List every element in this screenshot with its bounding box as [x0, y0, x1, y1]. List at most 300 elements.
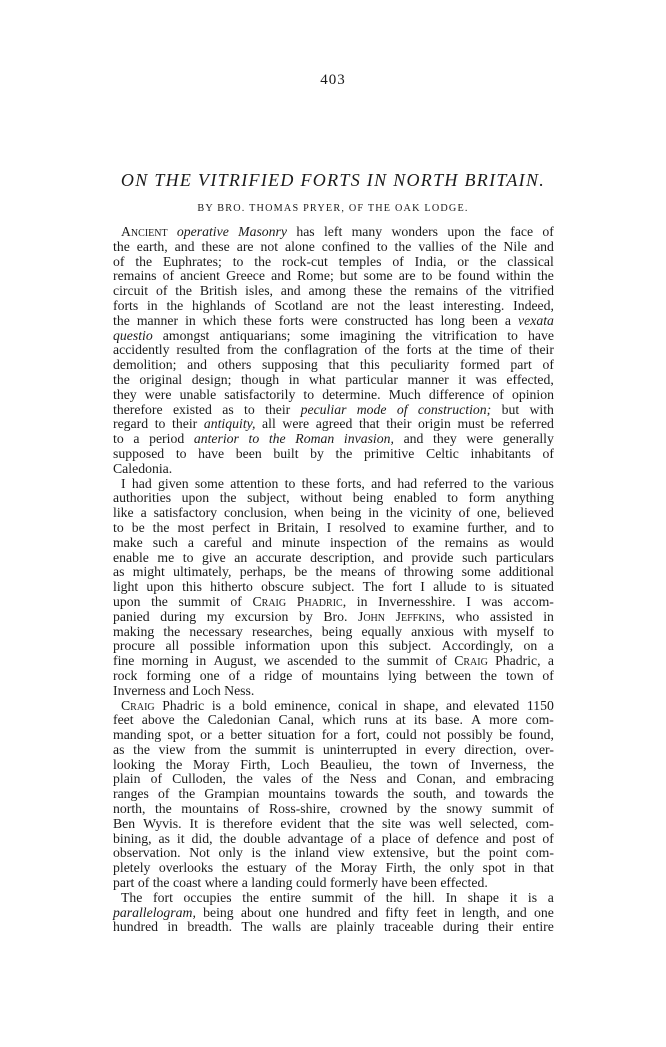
word: the — [357, 815, 375, 831]
word: landing — [251, 875, 293, 891]
word: or — [457, 253, 469, 269]
text-line — [113, 654, 554, 669]
word: that — [328, 815, 350, 831]
word: the — [113, 312, 130, 328]
word: the — [382, 342, 400, 358]
word: or — [200, 727, 212, 743]
word: without — [300, 490, 343, 506]
word: left — [323, 224, 343, 239]
word: embracing — [495, 771, 554, 787]
word: The — [362, 579, 385, 595]
word: of — [435, 653, 447, 669]
text-line — [113, 447, 554, 462]
word: face — [510, 224, 534, 239]
word: not — [260, 238, 279, 254]
word: place — [381, 830, 411, 846]
word: forts, — [336, 475, 365, 491]
word: resulted — [176, 342, 220, 358]
word: Ness. — [224, 682, 255, 698]
word: Canal, — [278, 712, 315, 728]
word: some — [300, 327, 330, 343]
word: only — [218, 845, 243, 861]
word: accurate — [255, 549, 302, 565]
word: one — [278, 904, 299, 920]
word: is — [251, 845, 261, 861]
word: to — [154, 416, 166, 432]
word: of — [230, 593, 242, 609]
word: inspection — [329, 534, 387, 550]
word: supposing — [262, 357, 318, 373]
word: summit — [386, 653, 429, 669]
word: the — [484, 224, 501, 239]
word: upon — [320, 638, 349, 654]
text-line — [113, 343, 554, 358]
word: and — [169, 682, 189, 698]
word: to — [284, 475, 296, 491]
word: were — [310, 312, 338, 328]
word: fifty — [385, 904, 409, 920]
word: between — [425, 667, 472, 683]
word: and — [371, 475, 392, 491]
word: found — [457, 268, 490, 284]
word: information — [245, 638, 311, 654]
word: procure — [113, 638, 155, 654]
word: highlands — [192, 297, 246, 313]
word: one — [534, 904, 554, 920]
word: formerly — [329, 875, 379, 891]
word: of — [392, 253, 404, 269]
word: evident — [280, 815, 321, 831]
word: of — [383, 564, 396, 580]
word: a — [368, 830, 375, 846]
word: the — [236, 771, 253, 787]
word: the — [417, 534, 435, 550]
word: the — [420, 801, 437, 817]
text-line — [113, 787, 554, 802]
word: Moray — [340, 860, 378, 876]
word: com- — [525, 815, 554, 831]
word: of — [162, 268, 175, 284]
word: com- — [525, 712, 554, 728]
word: effected, — [506, 371, 554, 387]
word: The — [241, 919, 263, 935]
word: Euphrates; — [163, 253, 222, 269]
word: what — [308, 371, 336, 387]
word: and — [446, 697, 466, 713]
word: examine — [412, 519, 460, 535]
word: these — [353, 283, 382, 299]
word: who — [455, 608, 480, 624]
word: the — [389, 283, 407, 299]
word: conclusion, — [223, 505, 287, 521]
word: the — [113, 371, 130, 387]
word: equally — [361, 623, 402, 639]
word: invasion, — [343, 431, 394, 447]
word: has — [415, 312, 434, 328]
text-line — [113, 491, 554, 506]
text-line — [113, 373, 554, 388]
word: hundred — [113, 919, 159, 935]
word: Jeffkins, — [395, 608, 445, 624]
word: description, — [310, 549, 375, 565]
word: feet — [416, 904, 437, 920]
word: me — [157, 549, 175, 565]
word: researches, — [251, 623, 313, 639]
word: every — [424, 741, 456, 757]
word: coast — [172, 875, 202, 891]
word: have — [527, 327, 554, 343]
word: of — [350, 830, 362, 846]
word: summit — [178, 593, 220, 609]
word: and — [485, 830, 506, 846]
word: shape — [467, 889, 499, 905]
word: shape, — [403, 697, 439, 713]
word: but — [437, 845, 455, 861]
word: we — [263, 653, 280, 669]
word: the — [537, 786, 554, 802]
word: mountains — [181, 801, 239, 817]
text-line — [113, 817, 554, 832]
word: morning — [141, 653, 189, 669]
word: of — [248, 801, 260, 817]
word: ascended — [287, 653, 338, 669]
word: making — [113, 623, 155, 639]
word: Ancient — [121, 224, 168, 239]
word: the — [152, 519, 170, 535]
word: forming — [146, 667, 191, 683]
word: being — [321, 623, 353, 639]
word: entire — [269, 889, 302, 905]
word: upon — [113, 593, 141, 609]
word: the — [362, 653, 380, 669]
word: Phadric, — [296, 593, 347, 609]
word: the — [242, 889, 260, 905]
word: plain — [113, 771, 141, 787]
word: to — [248, 431, 260, 447]
word: have — [198, 445, 225, 461]
word: a — [504, 312, 511, 328]
word: demolition; — [113, 357, 177, 373]
word: Rome; — [297, 268, 334, 284]
word: the — [480, 667, 497, 683]
word: as — [222, 401, 234, 417]
text-line — [113, 580, 554, 595]
word: as — [158, 830, 170, 846]
word: and — [403, 431, 424, 447]
word: of — [448, 756, 460, 772]
word: being — [330, 505, 362, 521]
word: I — [420, 579, 425, 595]
word: as — [498, 534, 510, 550]
text-line — [113, 462, 554, 477]
word: a — [187, 534, 194, 550]
word: uninterrupted — [322, 741, 397, 757]
word: particular — [345, 371, 398, 387]
word: are — [398, 268, 416, 284]
word: design; — [191, 371, 232, 387]
word: to — [393, 519, 405, 535]
word: but — [501, 401, 520, 417]
word: operative — [176, 224, 229, 239]
word: Firth, — [240, 756, 271, 772]
text-line — [113, 521, 554, 536]
word: further, — [467, 519, 508, 535]
word: of — [396, 534, 408, 550]
word: extensive, — [373, 845, 429, 861]
word: in — [195, 653, 207, 669]
word: crowned — [339, 801, 388, 817]
word: origin — [418, 416, 451, 432]
word: Indeed, — [513, 297, 554, 313]
word: elevated — [473, 697, 520, 713]
word: subject. — [312, 579, 355, 595]
word: August, — [213, 653, 257, 669]
word: had — [397, 475, 418, 491]
word: view — [337, 845, 365, 861]
word: the — [219, 490, 237, 506]
word: well — [438, 815, 463, 831]
word: bining, — [113, 830, 152, 846]
text-line — [113, 639, 554, 654]
word: direction, — [464, 741, 517, 757]
word: to — [113, 519, 124, 535]
text-line — [113, 329, 554, 344]
word: selected, — [469, 815, 518, 831]
word: existed — [172, 401, 212, 417]
word: looking — [113, 756, 156, 772]
word: of — [228, 667, 241, 683]
word: a — [133, 431, 140, 447]
word: ridge — [264, 667, 293, 683]
word: is — [493, 579, 503, 595]
word: being — [352, 490, 384, 506]
word: formed — [459, 357, 500, 373]
word: Moray — [193, 756, 230, 772]
word: situation — [268, 727, 316, 743]
word: this — [359, 357, 380, 373]
word: lying — [388, 667, 417, 683]
word: vitrified — [509, 283, 554, 299]
word: anxious — [411, 623, 454, 639]
article-byline: BY BRO. THOMAS PRYER, OF THE OAK LODGE. — [197, 203, 469, 214]
word: confined — [321, 238, 370, 254]
word: town — [410, 756, 438, 772]
word: Phadric — [162, 697, 205, 713]
word: pletely — [113, 860, 151, 876]
word: entire — [522, 919, 554, 935]
word: Inverness — [113, 682, 166, 698]
word: to — [543, 623, 554, 639]
word: construction; — [417, 401, 492, 417]
word: Caledonian — [207, 712, 271, 728]
word: ultimately, — [173, 564, 232, 580]
word: their — [488, 919, 514, 935]
word: all — [165, 638, 180, 654]
word: A — [471, 712, 482, 728]
word: spot, — [167, 727, 194, 743]
word: base. — [435, 712, 463, 728]
word: enabled — [393, 490, 437, 506]
word: the — [382, 756, 400, 772]
word: imagining — [339, 327, 396, 343]
word: must — [457, 416, 485, 432]
text-line — [113, 358, 554, 373]
word: the — [182, 712, 200, 728]
word: found, — [518, 727, 554, 743]
word: to — [473, 475, 484, 491]
word: of — [113, 253, 125, 269]
word: at — [438, 342, 449, 358]
word: to — [344, 653, 356, 669]
word: Scotland — [274, 297, 323, 313]
word: time — [479, 342, 504, 358]
word: earth, — [136, 238, 168, 254]
word: excursion — [234, 608, 289, 624]
word: have — [381, 875, 408, 891]
word: antiquarians; — [219, 327, 291, 343]
word: to — [303, 386, 315, 402]
word: the — [260, 342, 278, 358]
word: in — [368, 505, 379, 521]
word: the — [479, 253, 497, 269]
word: circuit — [113, 283, 149, 299]
word: among — [308, 283, 346, 299]
word: these — [201, 238, 230, 254]
word: provide — [411, 549, 454, 565]
word: of — [542, 224, 554, 239]
word: to — [244, 401, 255, 417]
word: mountains — [268, 786, 326, 802]
word: Ross-shire, — [268, 801, 331, 817]
word: in — [146, 297, 158, 313]
word: I — [466, 593, 471, 609]
word: upon — [181, 490, 210, 506]
word: been — [471, 312, 498, 328]
word: Ness — [349, 771, 377, 787]
text-line — [113, 240, 554, 255]
word: a — [344, 727, 351, 743]
word: it — [458, 371, 466, 387]
word: to — [507, 327, 518, 343]
word: fort — [153, 889, 173, 905]
word: it — [509, 889, 518, 905]
word: fine — [113, 653, 135, 669]
word: walls — [272, 919, 302, 935]
word: manner — [407, 371, 449, 387]
word: unable — [179, 386, 217, 402]
word: constructed — [344, 312, 409, 328]
word: and — [358, 904, 378, 920]
word: light — [113, 579, 139, 595]
word: The — [121, 889, 143, 905]
word: of — [301, 771, 313, 787]
text-line — [113, 314, 554, 329]
word: post — [512, 830, 536, 846]
word: which — [202, 312, 237, 328]
word: the — [166, 297, 184, 313]
text-line — [113, 920, 554, 935]
word: enable — [113, 549, 149, 565]
word: Roman — [295, 431, 335, 447]
word: the — [229, 741, 247, 757]
word: a — [228, 697, 235, 713]
word: this — [358, 638, 379, 654]
word: was — [481, 593, 503, 609]
word: the — [479, 238, 497, 254]
word: of — [150, 771, 163, 787]
word: Much — [388, 386, 421, 402]
word: the — [490, 475, 508, 491]
word: when — [293, 505, 324, 521]
word: Ben — [113, 815, 136, 831]
word: and — [252, 534, 272, 550]
word: spot — [482, 860, 506, 876]
word: be — [490, 416, 504, 432]
word: be — [294, 564, 308, 580]
word: Greece — [226, 268, 265, 284]
word: not — [356, 297, 375, 313]
word: most — [177, 519, 205, 535]
word: the — [113, 238, 130, 254]
word: possible — [189, 638, 235, 654]
word: in — [288, 371, 300, 387]
word: and — [465, 771, 486, 787]
word: be — [438, 268, 452, 284]
word: is — [211, 697, 221, 713]
word: fort, — [356, 727, 380, 743]
word: authorities — [113, 490, 172, 506]
word: in — [356, 593, 368, 609]
text-line — [113, 625, 554, 640]
word: Celtic — [426, 445, 459, 461]
word: some — [461, 564, 491, 580]
word: forts — [278, 312, 304, 328]
word: and — [280, 283, 301, 299]
word: of — [542, 667, 554, 683]
word: of — [254, 297, 266, 313]
word: Britain, — [277, 519, 319, 535]
word: breadth. — [187, 919, 233, 935]
word: its — [413, 712, 427, 728]
word: perhaps, — [239, 564, 286, 580]
word: north, — [113, 801, 146, 817]
text-line — [113, 477, 554, 492]
word: believed — [507, 505, 554, 521]
word: within — [495, 268, 531, 284]
word: the — [154, 801, 172, 817]
text-line — [113, 728, 554, 743]
word: but — [339, 268, 358, 284]
text-line — [113, 772, 554, 787]
word: from — [194, 741, 221, 757]
word: as — [113, 564, 125, 580]
word: be — [131, 519, 145, 535]
word: and — [187, 357, 207, 373]
word: Phadric, — [495, 653, 541, 669]
word: It — [189, 815, 198, 831]
word: snowy — [446, 801, 483, 817]
word: at — [395, 712, 406, 728]
word: summit — [255, 741, 297, 757]
word: with — [463, 623, 488, 639]
word: the — [151, 593, 168, 609]
word: conical — [338, 697, 378, 713]
word: by — [396, 801, 411, 817]
word: fort — [392, 579, 413, 595]
word: anything — [505, 490, 554, 506]
word: inhabitants — [470, 445, 531, 461]
word: antiquity, — [203, 416, 256, 432]
